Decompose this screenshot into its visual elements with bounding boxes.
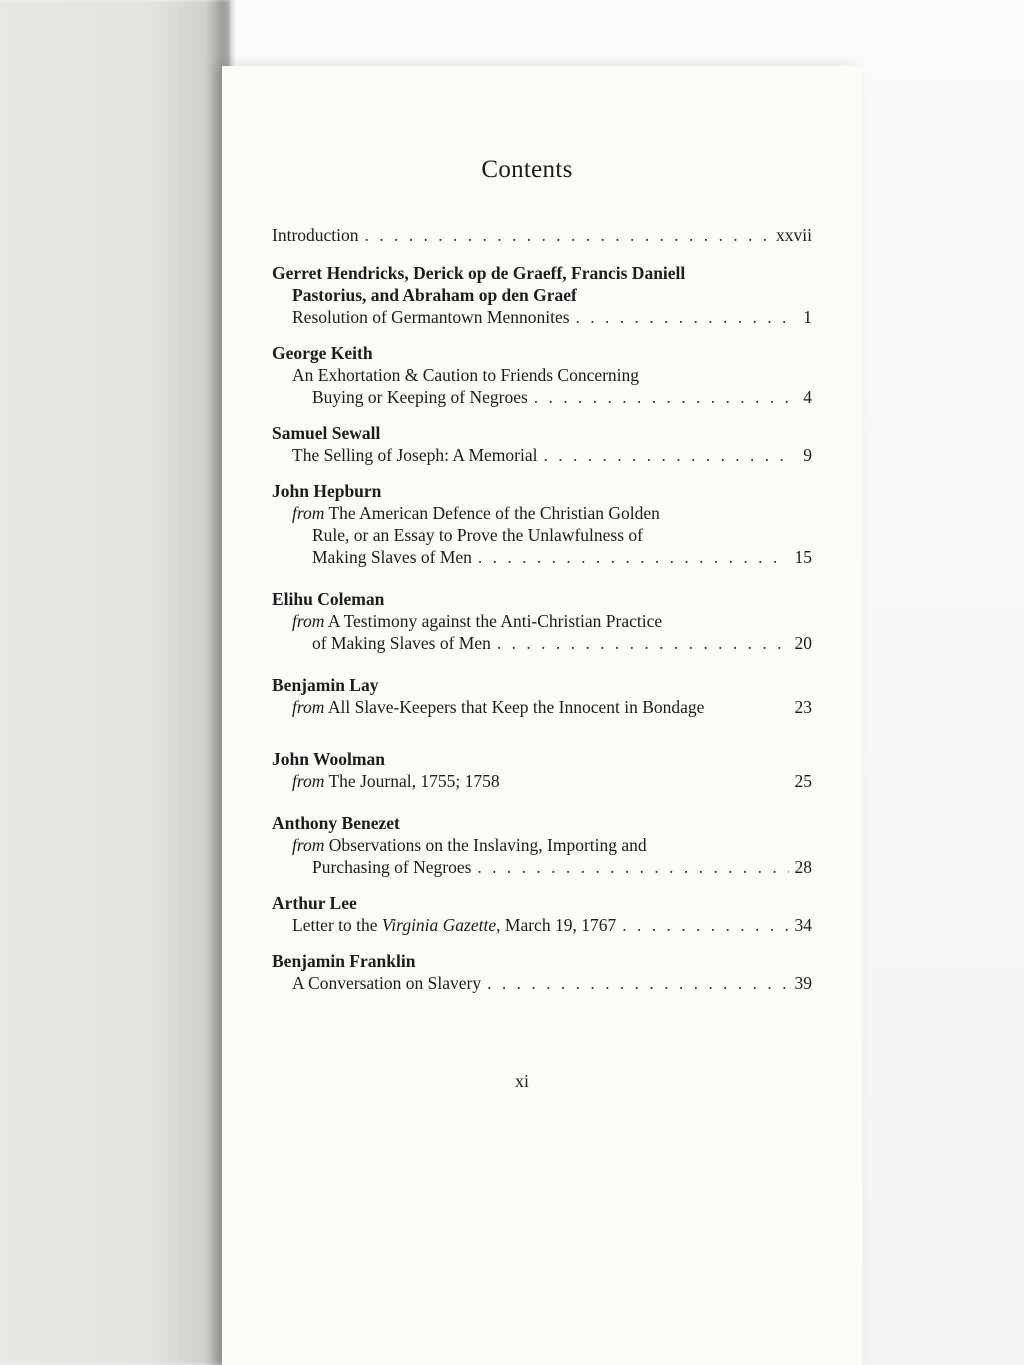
- page-number: 34: [794, 915, 812, 935]
- dot-leader: [487, 972, 788, 994]
- dot-leader: [534, 386, 792, 408]
- work-title: [292, 770, 500, 792]
- dot-leader: [576, 306, 792, 328]
- work-title: [292, 914, 616, 936]
- work-title-cont: of Making Slaves of Men: [312, 633, 491, 653]
- left-facing-page: [0, 0, 230, 1365]
- from-prefix: from: [292, 771, 325, 791]
- work-line: [272, 502, 812, 524]
- dot-leader: [497, 632, 789, 654]
- dot-leader: [478, 546, 789, 568]
- work-title: A Testimony against the Anti-Christian Practice: [327, 611, 663, 631]
- page-number: 39: [794, 973, 812, 993]
- toc-row-introduction: [272, 224, 812, 246]
- work-line: [272, 524, 812, 546]
- work-title: Observations on the Inslaving, Importing and: [328, 835, 647, 855]
- work-title-cont: Purchasing of Negroes: [312, 857, 472, 877]
- author-line: George Keith: [272, 343, 373, 363]
- work-title: A Conversation on Slavery: [292, 973, 482, 993]
- work-title: The Selling of Joseph: A Memorial: [292, 445, 538, 465]
- author-line: Benjamin Lay: [272, 675, 379, 695]
- dot-leader: [622, 914, 788, 936]
- toc-intro-page: xxvii: [776, 225, 812, 245]
- work-title: The American Defence of the Christian Golden: [328, 503, 660, 523]
- toc-row: [272, 386, 812, 408]
- page-content: [222, 66, 862, 1365]
- from-prefix: from: [292, 697, 325, 717]
- page-number: 23: [794, 697, 812, 717]
- toc-author: [272, 480, 812, 502]
- toc-author: [272, 812, 812, 834]
- work-title: [292, 696, 704, 718]
- from-prefix: from: [292, 503, 325, 523]
- work-title-cont: Making Slaves of Men: [312, 547, 472, 567]
- toc-row: [272, 856, 812, 878]
- dot-leader: [365, 224, 771, 246]
- page-number: 9: [803, 445, 812, 465]
- author-line: Arthur Lee: [272, 893, 357, 913]
- from-prefix: from: [292, 835, 325, 855]
- page-title: Contents: [481, 156, 573, 183]
- work-title-text: All Slave-Keepers that Keep the Innocent in Bondage: [327, 697, 705, 717]
- work-title: Resolution of Germantown Mennonites: [292, 307, 570, 327]
- page-number: 28: [794, 857, 812, 877]
- page-number: 1: [803, 307, 812, 327]
- toc-author: [272, 342, 812, 364]
- page-number: 20: [794, 633, 812, 653]
- work-title-cont: Buying or Keeping of Negroes: [312, 387, 528, 407]
- work-title-cont: Rule, or an Essay to Prove the Unlawfulness of: [312, 525, 643, 545]
- author-line: Pastorius, and Abraham op den Graef: [292, 285, 577, 305]
- toc-author: [272, 262, 812, 306]
- page-folio: xi: [514, 1071, 529, 1091]
- author-line: Elihu Coleman: [272, 589, 385, 609]
- toc-intro-label: Introduction: [272, 225, 359, 245]
- work-title-text: Letter to the: [292, 915, 378, 935]
- toc-row: [272, 914, 812, 936]
- toc-row: [272, 770, 812, 792]
- work-line: [272, 834, 812, 856]
- dot-leader: [477, 856, 788, 878]
- author-line: John Woolman: [272, 749, 385, 769]
- toc-author: [272, 950, 812, 972]
- author-line: Samuel Sewall: [272, 423, 381, 443]
- toc-row: [272, 632, 812, 654]
- from-prefix: from: [292, 611, 325, 631]
- toc-author: [272, 674, 812, 696]
- toc-entries: [272, 224, 812, 994]
- toc-row: [272, 444, 812, 466]
- toc-author: [272, 892, 812, 914]
- page-number: 25: [794, 771, 812, 791]
- toc-author: [272, 422, 812, 444]
- work-line: [272, 610, 812, 632]
- work-date: , March 19, 1767: [496, 915, 617, 935]
- page-number: 4: [803, 387, 812, 407]
- toc-author: [272, 748, 812, 770]
- author-line: Benjamin Franklin: [272, 951, 416, 971]
- author-line: Gerret Hendricks, Derick op de Graeff, Francis Daniell: [272, 263, 686, 283]
- author-line: John Hepburn: [272, 481, 382, 501]
- toc-row: [272, 546, 812, 568]
- work-title-text: The Journal, 1755; 1758: [328, 771, 500, 791]
- toc-row: [272, 306, 812, 328]
- work-title: An Exhortation & Caution to Friends Concerning: [292, 365, 640, 385]
- work-line: [272, 364, 812, 386]
- author-line: Anthony Benezet: [272, 813, 400, 833]
- toc-row: [272, 972, 812, 994]
- dot-leader: [543, 444, 792, 466]
- toc-row: [272, 696, 812, 718]
- toc-author: [272, 588, 812, 610]
- contents-page: [222, 66, 862, 1365]
- page-number: 15: [794, 547, 812, 567]
- newspaper-title: Virginia Gazette: [381, 915, 497, 935]
